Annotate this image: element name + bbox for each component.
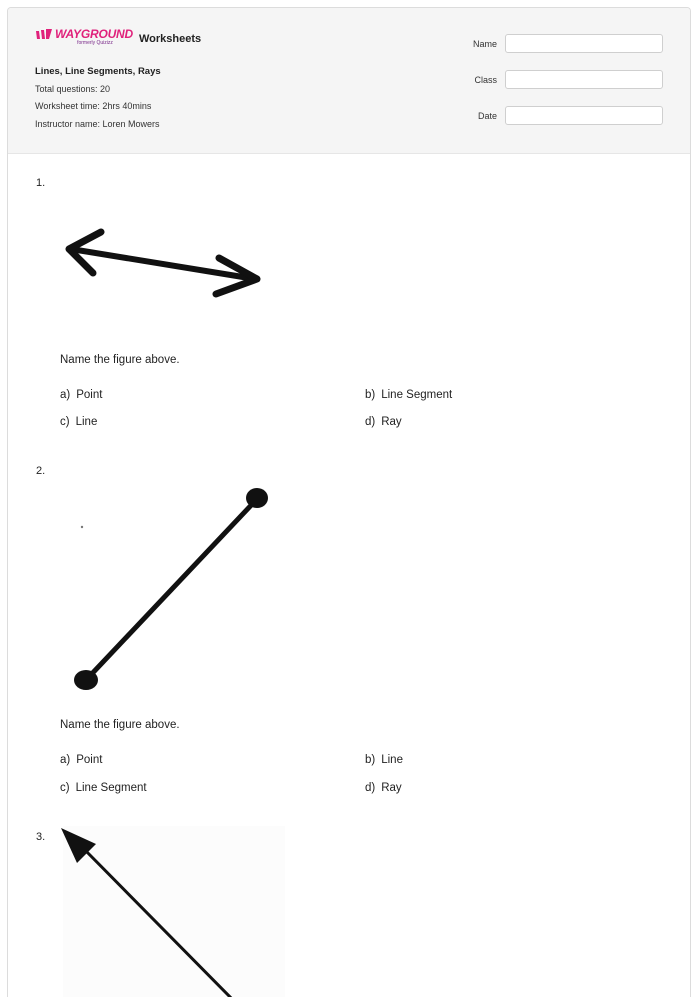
double-arrow-line-icon bbox=[63, 226, 263, 301]
name-input[interactable] bbox=[505, 34, 663, 53]
option-b[interactable] bbox=[365, 389, 452, 401]
option-letter: a) bbox=[60, 754, 71, 766]
option-text: Point bbox=[76, 754, 103, 766]
option-letter: b) bbox=[365, 389, 376, 401]
class-field-row bbox=[474, 70, 663, 89]
worksheet-title: Lines, Line Segments, Rays bbox=[35, 66, 161, 77]
option-d[interactable] bbox=[365, 782, 402, 794]
option-a[interactable] bbox=[60, 389, 102, 401]
option-b[interactable] bbox=[365, 754, 403, 766]
line-segment-icon bbox=[63, 478, 278, 698]
option-letter: c) bbox=[60, 782, 70, 794]
option-letter: b) bbox=[365, 754, 376, 766]
option-letter: d) bbox=[365, 782, 376, 794]
wayground-logo bbox=[35, 28, 133, 46]
worksheet-header bbox=[8, 8, 690, 154]
name-label: Name bbox=[472, 38, 497, 49]
option-a[interactable] bbox=[60, 754, 102, 766]
option-c[interactable] bbox=[60, 416, 97, 428]
logo-text: WAYGROUND bbox=[55, 27, 133, 41]
option-text: Ray bbox=[381, 416, 402, 428]
instructor-name: Instructor name: Loren Mowers bbox=[35, 119, 160, 129]
option-text: Line bbox=[381, 754, 403, 766]
option-letter: c) bbox=[60, 416, 70, 428]
class-input[interactable] bbox=[505, 70, 663, 89]
date-label: Date bbox=[477, 110, 497, 121]
option-text: Line bbox=[75, 416, 98, 428]
worksheet-time: Worksheet time: 2hrs 40mins bbox=[35, 101, 152, 111]
total-questions: Total questions: 20 bbox=[35, 84, 111, 94]
logo-mark-icon bbox=[35, 29, 53, 40]
class-label: Class bbox=[474, 74, 497, 85]
question-prompt: Name the figure above. bbox=[60, 354, 180, 366]
question-number: 3. bbox=[36, 831, 46, 843]
name-field-row bbox=[473, 34, 663, 53]
option-letter: a) bbox=[60, 389, 71, 401]
product-name: Worksheets bbox=[138, 33, 202, 45]
option-d[interactable] bbox=[365, 416, 402, 428]
question-number: 2. bbox=[36, 465, 46, 477]
option-text: Point bbox=[76, 389, 103, 401]
logo-subtext: formerly Quizizz bbox=[77, 40, 113, 46]
question-prompt: Name the figure above. bbox=[60, 719, 180, 731]
option-text: Ray bbox=[381, 782, 402, 794]
date-input[interactable] bbox=[505, 106, 663, 125]
option-letter: d) bbox=[365, 416, 376, 428]
brand bbox=[35, 28, 201, 46]
option-c[interactable] bbox=[60, 782, 147, 794]
option-text: Line Segment bbox=[75, 782, 147, 794]
date-field-row bbox=[478, 106, 663, 125]
option-text: Line Segment bbox=[381, 389, 453, 401]
worksheet-page bbox=[7, 7, 691, 997]
question-number: 1. bbox=[36, 177, 46, 189]
ray-arrow-icon bbox=[58, 823, 288, 997]
